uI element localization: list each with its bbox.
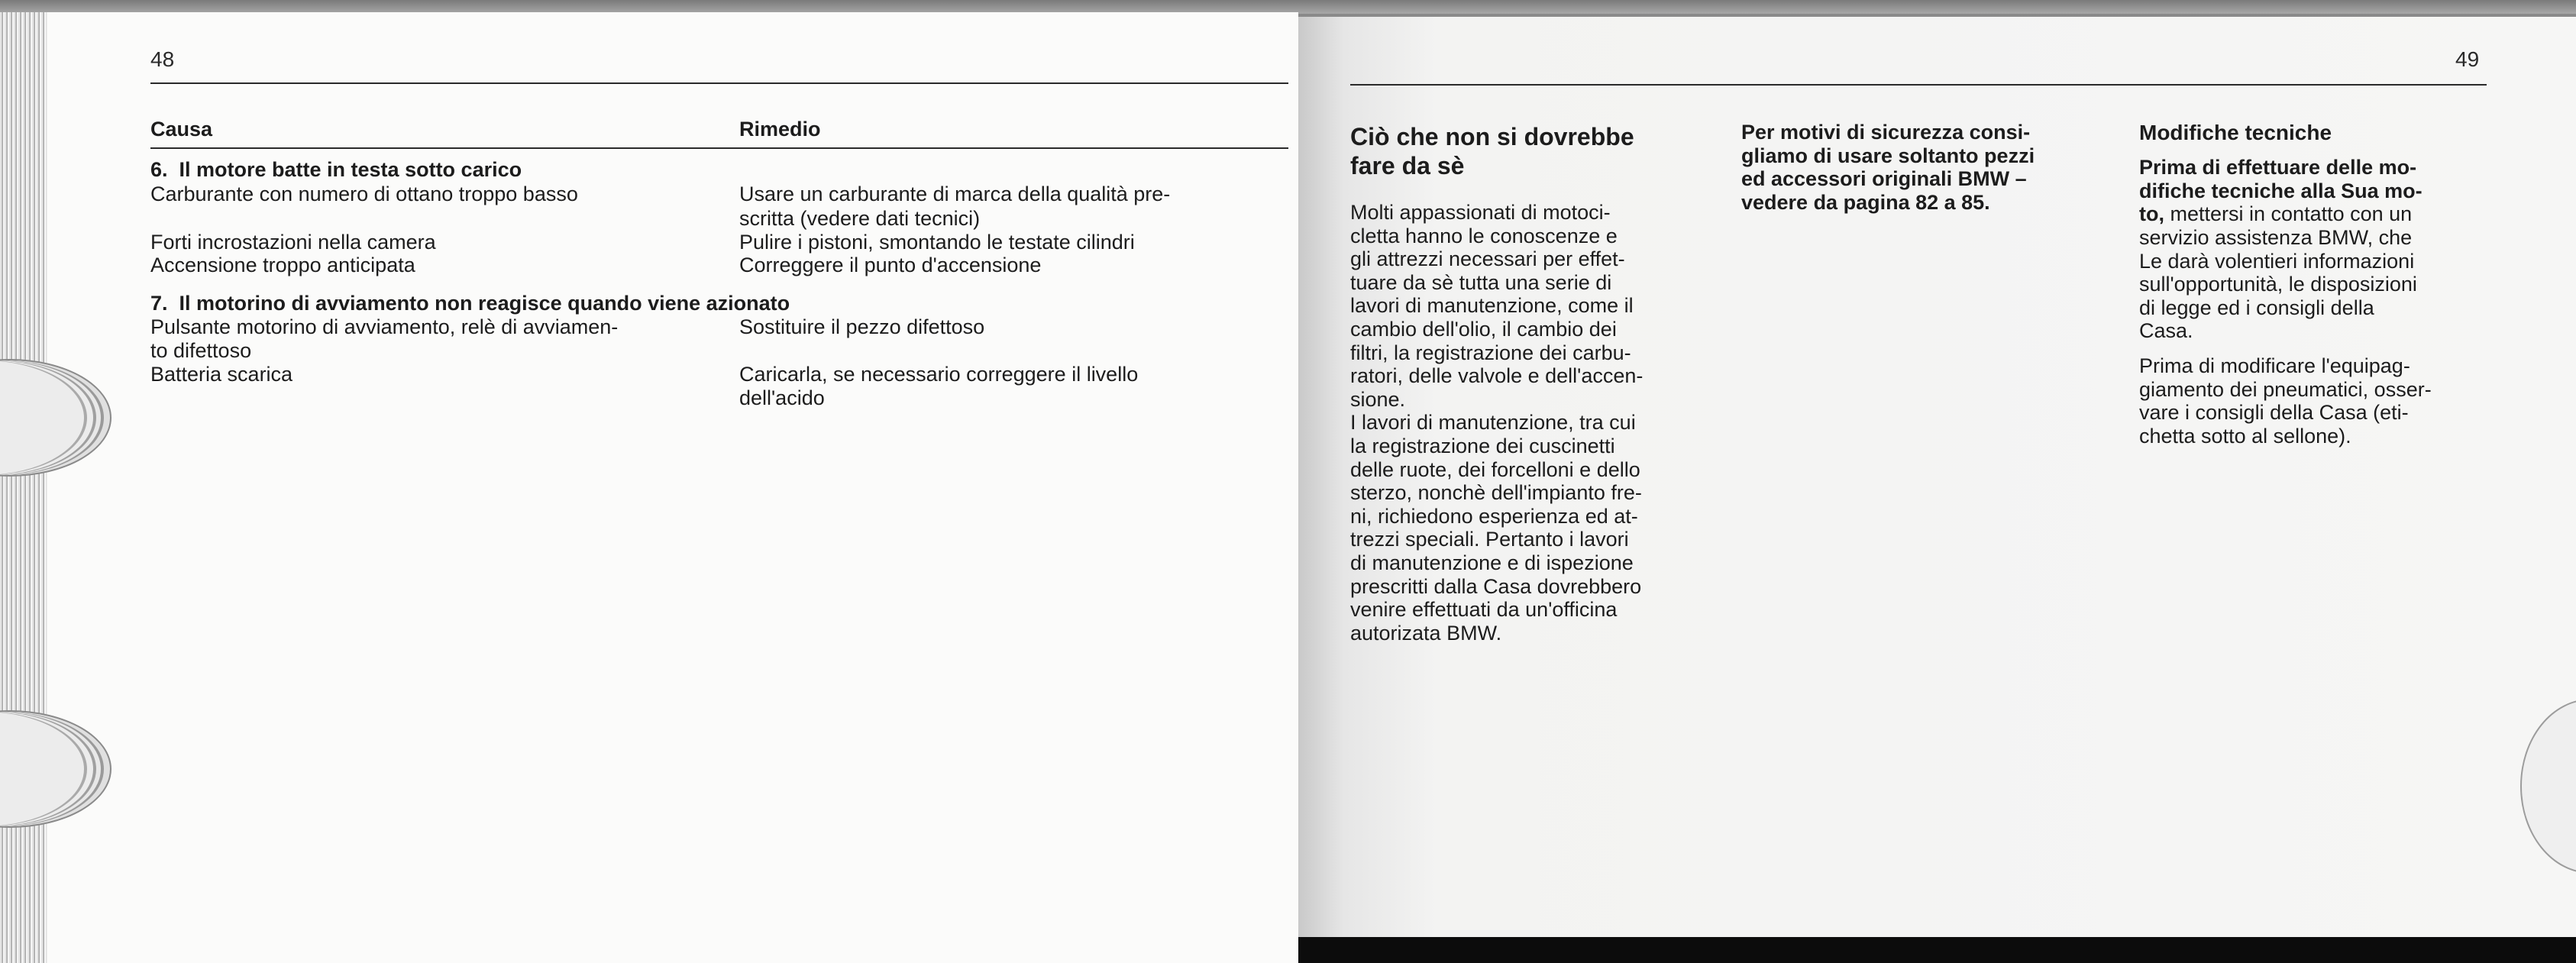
text-line: Prima di modificare l'equipag-	[2139, 354, 2410, 377]
text-line: chetta sotto al sellone).	[2139, 424, 2351, 448]
text-line: I lavori di manutenzione, tra cui	[1350, 411, 1636, 435]
text-line: Per motivi di sicurezza consi-	[1741, 121, 2031, 144]
cause-text: Accensione troppo anticipata	[150, 254, 415, 276]
remedy-text: dell'acido	[739, 386, 825, 409]
text-line: difiche tecniche alla Sua mo-	[2139, 179, 2422, 202]
text-line: ratori, delle valvole e dell'accen-	[1350, 364, 1644, 388]
table-header-rule	[150, 147, 1288, 149]
text-line: Casa.	[2139, 319, 2193, 343]
text-line: di legge ed i consigli della	[2139, 296, 2374, 319]
header-rule	[150, 82, 1288, 84]
section-title: 7. Il motorino di avviamento non reagisce quando viene azionato	[150, 292, 790, 315]
text-line: Prima di effettuare delle mo-	[2139, 156, 2417, 179]
text-line: ni, richiedono esperienza ed at-	[1350, 504, 1638, 528]
text-fragment: mettersi in contatto con un	[2164, 202, 2413, 225]
text-line: autorizata BMW.	[1350, 621, 1502, 645]
section-heading: Modifiche tecniche	[2139, 121, 2332, 144]
text-line: giamento dei pneumatici, osser-	[2139, 377, 2432, 401]
page-number-right: 49	[2455, 47, 2480, 71]
cause-text: to difettoso	[150, 339, 252, 362]
text-line: ed accessori originali BMW –	[1741, 167, 2027, 190]
cause-text: Carburante con numero di ottano troppo basso	[150, 183, 578, 205]
remedy-text: Usare un carburante di marca della qualità pre-	[739, 183, 1171, 205]
text-line: servizio assistenza BMW, che	[2139, 226, 2413, 249]
text-line: filtri, la registrazione dei carbu-	[1350, 341, 1631, 364]
text-line: sione.	[1350, 387, 1406, 411]
text-line: vare i consigli della Casa (eti-	[2139, 401, 2409, 425]
text-line: gliamo di usare soltanto pezzi	[1741, 144, 2035, 167]
text-line: delle ruote, dei forcelloni e dello	[1350, 457, 1640, 481]
text-line	[2139, 202, 2412, 227]
cause-text: Forti incrostazioni nella camera	[150, 231, 436, 254]
remedy-text: Correggere il punto d'accensione	[739, 254, 1042, 276]
header-rule	[1350, 84, 2487, 86]
text-line: tuare da sè tutta una serie di	[1350, 270, 1612, 294]
section-heading: Ciò che non si dovrebbe	[1350, 123, 1634, 150]
text-line: vedere da pagina 82 a 85.	[1741, 190, 1990, 214]
text-line: cletta hanno le conoscenze e	[1350, 224, 1618, 247]
text-line: Le darà volentieri informazioni	[2139, 249, 2415, 273]
left-page	[47, 12, 1298, 963]
text-line: di manutenzione e di ispezione	[1350, 551, 1634, 574]
remedy-text: Pulire i pistoni, smontando le testate cilindri	[739, 231, 1135, 254]
text-line: sull'opportunità, le disposizioni	[2139, 273, 2417, 296]
remedy-text: Caricarla, se necessario correggere il livello	[739, 363, 1139, 386]
section-title: 6. Il motore batte in testa sotto carico	[150, 158, 522, 181]
text-line: gli attrezzi necessari per effet-	[1350, 247, 1625, 271]
section-heading: fare da sè	[1350, 152, 1465, 179]
remedy-text: Sostituire il pezzo difettoso	[739, 315, 985, 338]
remedy-text: scritta (vedere dati tecnici)	[739, 207, 981, 230]
column-header-cause: Causa	[150, 118, 213, 141]
cause-text: Batteria scarica	[150, 363, 293, 386]
text-line: Molti appassionati di motoci-	[1350, 201, 1611, 224]
text-line: lavori di manutenzione, come il	[1350, 294, 1634, 318]
text-line: venire effettuati da un'officina	[1350, 598, 1618, 622]
text-line: la registrazione dei cuscinetti	[1350, 435, 1615, 457]
text-line: trezzi speciali. Pertanto i lavori	[1350, 528, 1629, 551]
text-line: cambio dell'olio, il cambio dei	[1350, 318, 1617, 341]
cause-text: Pulsante motorino di avviamento, relè di avviamen-	[150, 315, 619, 338]
column-header-remedy: Rimedio	[739, 118, 821, 141]
text-line: sterzo, nonchè dell'impianto fre-	[1350, 481, 1642, 505]
page-number-left: 48	[150, 47, 175, 71]
scan-bottom-shadow	[1298, 936, 2576, 963]
text-line: prescritti dalla Casa dovrebbero	[1350, 574, 1642, 598]
bold-fragment: to,	[2139, 202, 2164, 225]
